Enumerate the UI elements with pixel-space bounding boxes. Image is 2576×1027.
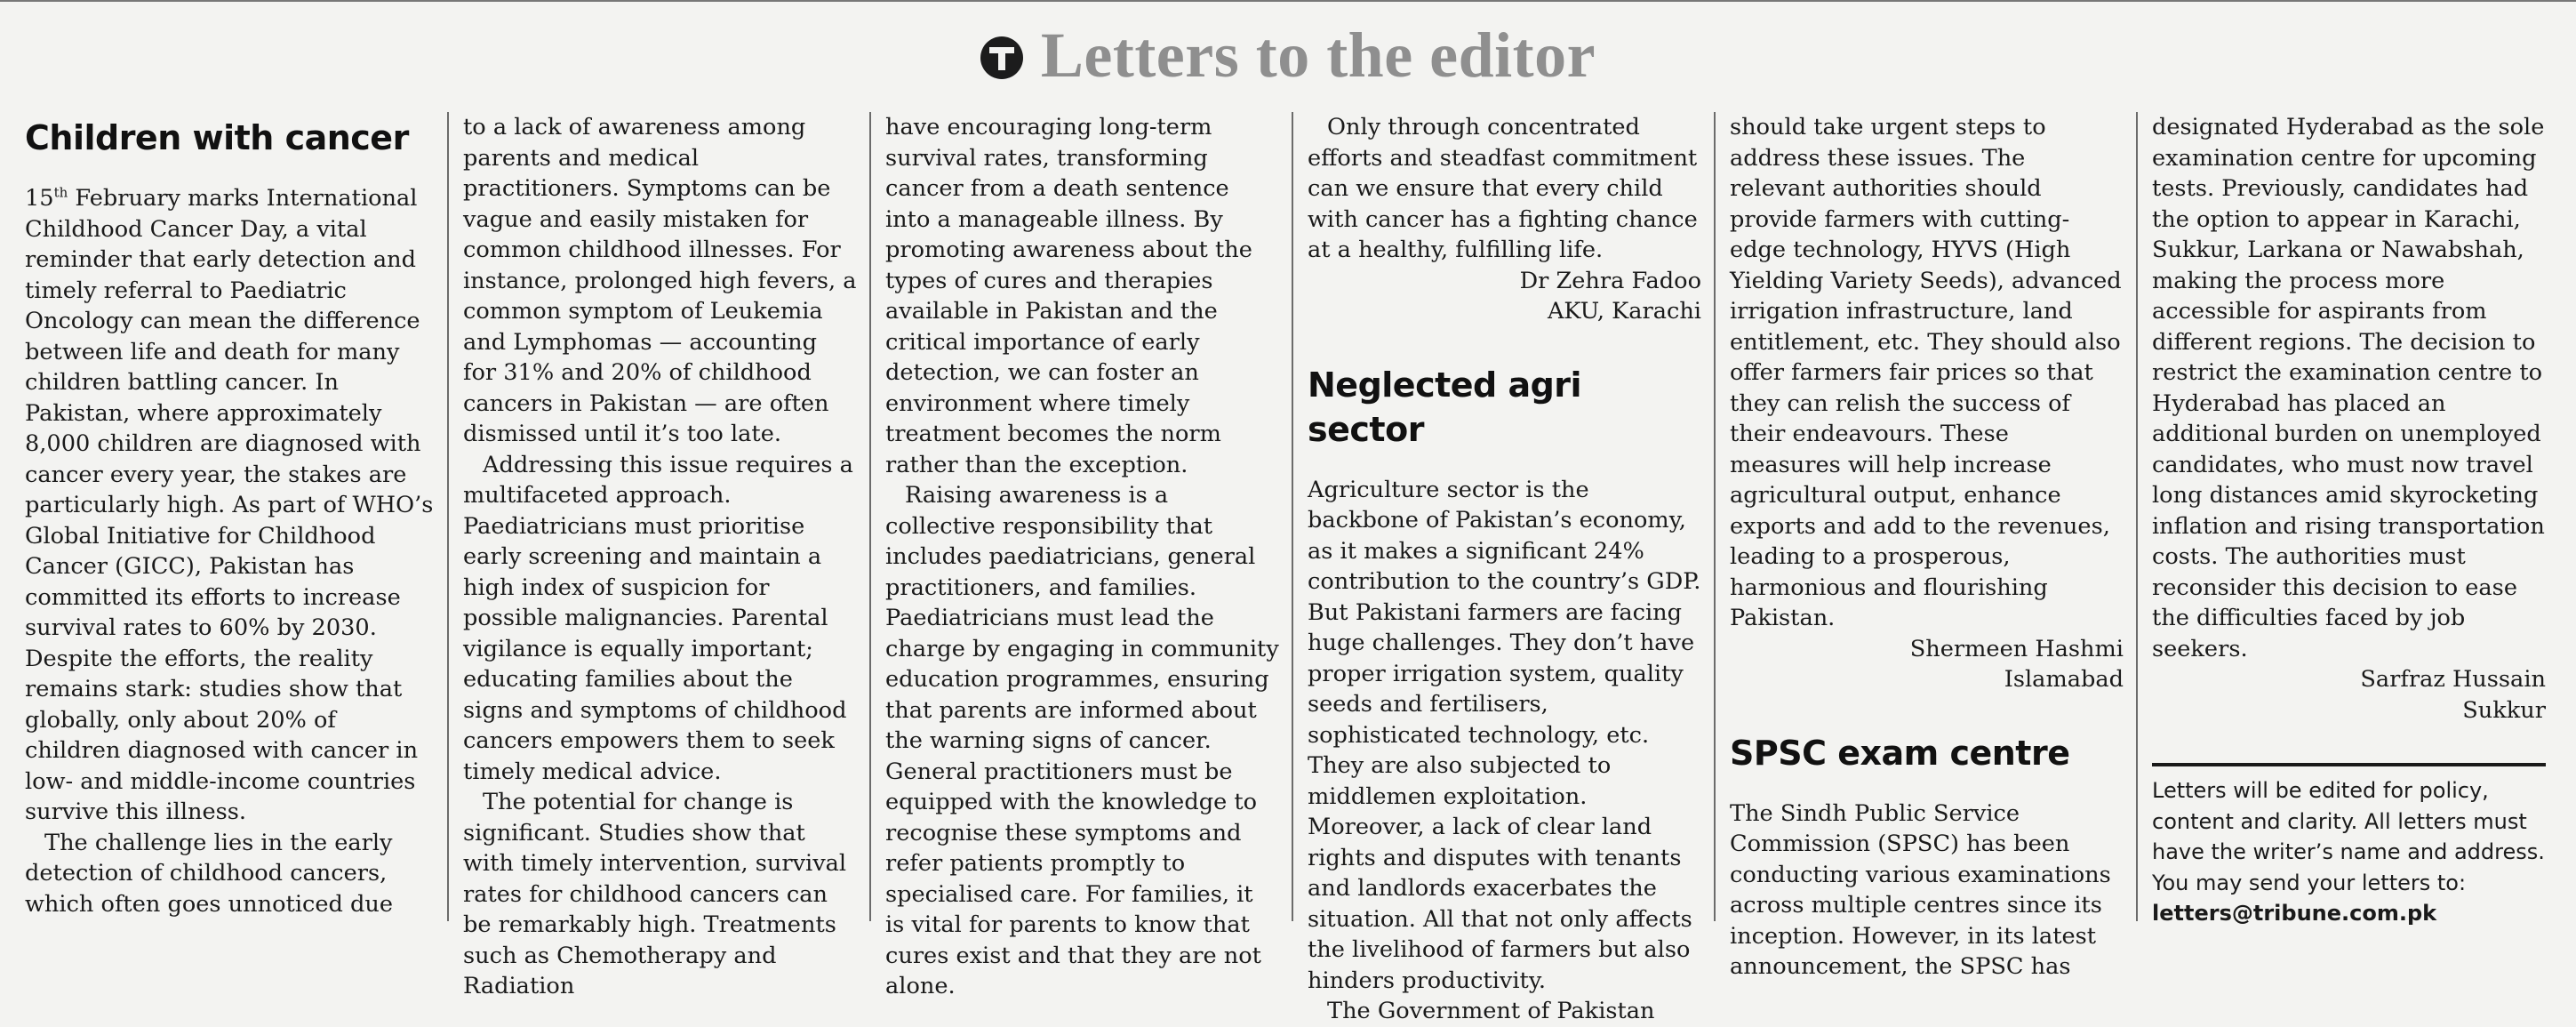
date-number: 15 xyxy=(25,185,54,212)
letter-location: Sukkur xyxy=(2462,696,2546,724)
paragraph-text: February marks International Childhood Cancer Day, a vital reminder that early detection and timely referral to Paediatric Oncology can mean the difference between life and death for many children battling cancer. In Pakistan, where approximately 8,000 children are diagnosed with cancer every year, the stakes are particularly high. As part of WHO’s Global Initiative for Childhood Cancer (GICC), Pakistan has committed its efforts to increase survival rates to 60% by 2030. Despite the efforts, the reality remains stark: studies show that globally, only about 20% of children diagnosed with cancer in low- and middle-income countries survive this illness. xyxy=(25,185,434,825)
letter-paragraph-continued: designated Hyderabad as the sole examination centre for upcoming tests. Previously, candidates had the option to appear in Karachi, Sukkur, Larkana or Nawabshah, making the process more accessible for aspirants from different regions. The decision to restrict the examination centre to Hyderabad has placed an additional burden on unemployed candidates, who must now travel long distances amid skyrocketing inflation and rising transportation costs. The authorities must reconsider this decision to ease the difficulties faced by job seekers. xyxy=(2152,114,2545,662)
letter-author: Sarfraz Hussain xyxy=(2360,666,2546,693)
column-4 xyxy=(1292,112,1714,1024)
letter-paragraph xyxy=(25,183,435,828)
column-5 xyxy=(1714,112,2136,980)
letter-heading-children-cancer: Children with cancer xyxy=(25,118,409,157)
letter-author: Dr Zehra Fadoo xyxy=(1519,267,1701,294)
letter-heading-agri-sector: Neglected agri sector xyxy=(1308,365,1582,449)
column-1 xyxy=(25,112,447,921)
column-6 xyxy=(2136,112,2558,926)
letter-paragraph: The challenge lies in the early detection of childhood cancers, which often goes unnoticed due xyxy=(25,829,394,918)
notice-text: Letters will be edited for policy, content and clarity. All letters must have the writer’s name and address. You may send your letters to: xyxy=(2152,778,2545,895)
letter-paragraph-continued: should take urgent steps to address these issues. The relevant authorities should provide farmers with cutting-edge technology, HYVS (High Yielding Variety Seeds), advanced irrigation infrastructure, land entitlement, etc. They should also offer farmers fair prices so that they can relish the success of their endeavours. These measures will help increase agricultural output, enhance exports and add to the revenues, leading to a prosperous, harmonious and flourishing Pakistan. xyxy=(1730,114,2122,631)
letter-author: Shermeen Hashmi xyxy=(1909,635,2124,662)
letter-paragraph: Raising awareness is a collective responsibility that includes paediatricians, general practitioners, and families. Paediatricians must lead the charge by engaging in community education programmes, ensuring that parents are informed about the warning signs of cancer. General practitioners must be equipped with the knowledge to recognise these symptoms and refer patients promptly to specialised care. For families, it is vital for parents to know that cures exist and that they are not alone. xyxy=(885,482,1279,999)
letter-location: Islamabad xyxy=(2004,666,2124,693)
letter-paragraph: Only through concentrated efforts and steadfast commitment can we ensure that every child with cancer has a fighting chance at a healthy, fulfilling life. xyxy=(1308,114,1698,263)
date-suffix: th xyxy=(53,184,68,201)
letter-paragraph: The potential for change is significant. Studies show that with timely intervention, survival rates for childhood cancers can be remarkably high. Treatments such as Chemotherapy and Radiation xyxy=(463,789,847,999)
letters-columns xyxy=(25,112,2558,1024)
letter-paragraph: The Government of Pakistan xyxy=(1327,998,1655,1024)
letter-paragraph: Agriculture sector is the backbone of Pakistan’s economy, as it makes a significant 24% contribution to the country’s GDP. But Pakistani farmers are facing huge challenges. They don’t have proper irrigation system, quality seeds and fertilisers, sophisticated technology, etc. They are also subjected to middlemen exploitation. Moreover, a lack of clear land rights and disputes with tenants and landlords exacerbates the situation. All that not only affects the livelihood of farmers but also hinders productivity. xyxy=(1308,476,1701,994)
submission-email-link[interactable]: letters@tribune.com.pk xyxy=(2152,901,2437,926)
column-3 xyxy=(869,112,1292,999)
letter-paragraph-continued: to a lack of awareness among parents and medical practitioners. Symptoms can be vague and easily mistaken for common childhood illnesses. For instance, prolonged high fevers, a common symptom of Leukemia and Lymphomas — accounting for 31% and 20% of childhood cancers in Pakistan — are often dismissed until it’s too late. xyxy=(463,114,857,447)
letter-paragraph: Addressing this issue requires a multifaceted approach. Paediatricians must prioritise early screening and maintain a high index of suspicion for possible malignancies. Parental vigilance is equally important; educating families about the signs and symptoms of childhood cancers empowers them to seek timely medical advice. xyxy=(463,451,853,785)
tribune-t-logo-icon xyxy=(980,36,1023,79)
letter-heading-spsc: SPSC exam centre xyxy=(1730,733,2070,773)
top-rule xyxy=(0,0,2576,2)
section-masthead xyxy=(0,12,2576,98)
section-title: Letters to the editor xyxy=(1040,19,1596,91)
letter-location: AKU, Karachi xyxy=(1547,298,1701,325)
column-2 xyxy=(447,112,869,999)
submission-notice xyxy=(2152,763,2546,929)
letter-paragraph: The Sindh Public Service Commission (SPSC) has been conducting various examinations across multiple centres since its inception. However, in its latest announcement, the SPSC has xyxy=(1730,799,2111,980)
letter-paragraph-continued: have encouraging long-term survival rates, transforming cancer from a death sentence into a manageable illness. By promoting awareness about the types of cures and therapies available in Pakistan and the critical importance of early detection, we can foster an environment where timely treatment becomes the norm rather than the exception. xyxy=(885,114,1252,478)
